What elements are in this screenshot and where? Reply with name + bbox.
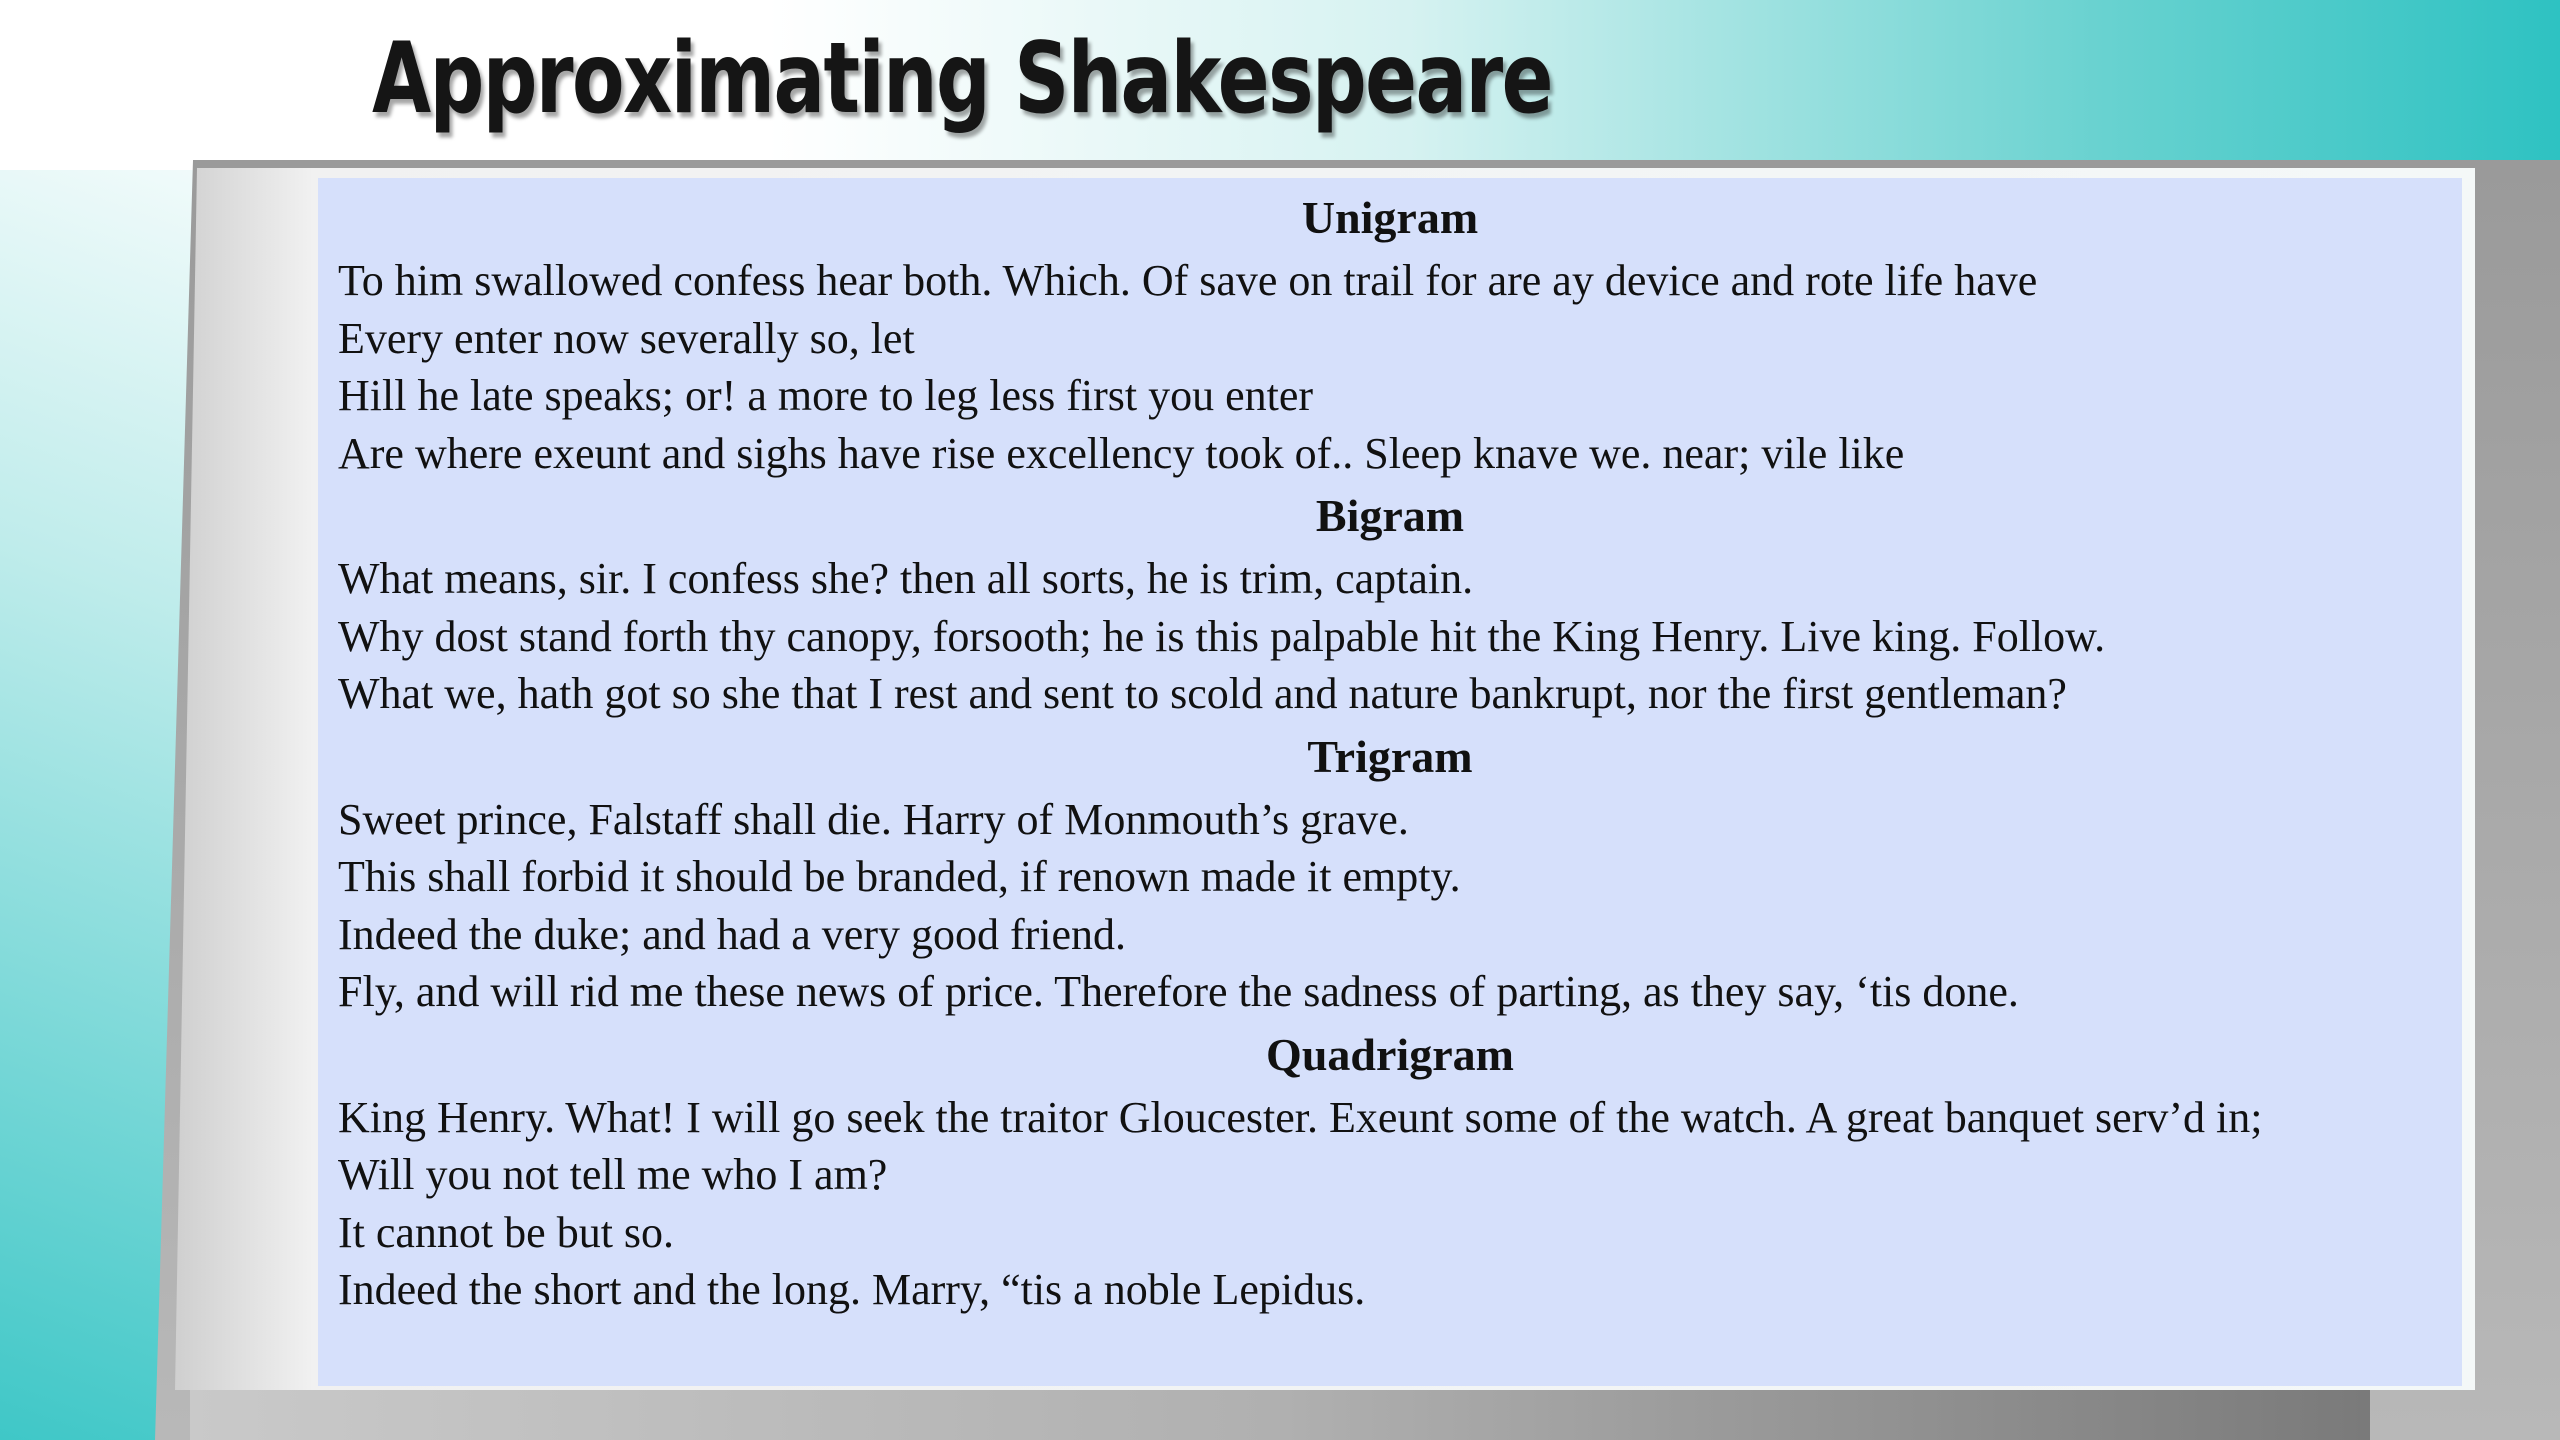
sample-sentence: What means, sir. I confess she? then all sorts, he is trim, captain. [338,554,1474,603]
sample-sentence: It cannot be but so. [338,1207,675,1257]
sample-sentence: Every enter now severally so, let [338,313,915,363]
slide-title: Approximating Shakespeare [372,22,1552,136]
sample-sentence: Will you not tell me who I am? [338,1150,888,1199]
sample-sentence: What we, hath got so she that I rest and sent to scold and nature bankrupt, nor the first gentleman? [338,669,2067,718]
content-frame-bottom-edge [190,1390,2370,1440]
sample-sentence: King Henry. What! I will go seek the traitor Gloucester. Exeunt some of the watch. A great banquet serv’d in; [338,1092,2263,1142]
ngram-text-panel [318,178,2462,1386]
sample-sentence: Why dost stand forth thy canopy, forsooth; he is this palpable hit the King Henry. Live king. Follow. [338,611,2106,661]
sample-sentence: This shall forbid it should be branded, if renown made it empty. [338,852,1461,901]
sample-sentence: Fly, and will rid me these news of price. Therefore the sadness of parting, as they say, ‘tis done. [338,967,2019,1016]
sample-sentence: To him swallowed confess hear both. Which. Of save on trail for are ay device and rote life have [338,256,2038,305]
sample-sentence: Indeed the duke; and had a very good friend. [338,909,1127,959]
section-unigram [338,190,2462,482]
sample-sentence: Are where exeunt and sighs have rise excellency took of.. Sleep knave we. near; vile like [338,428,1905,478]
section-bigram [338,488,2462,723]
section-trigram [338,729,2462,1021]
sample-sentence: Sweet prince, Falstaff shall die. Harry of Monmouth’s grave. [338,794,1409,844]
section-heading: Bigram [1315,490,1465,541]
section-heading: Quadrigram [1266,1028,1514,1080]
sample-sentence: Hill he late speaks; or! a more to leg less first you enter [338,371,1314,420]
section-heading: Unigram [1301,192,1479,243]
sample-sentence: Indeed the short and the long. Marry, “tis a noble Lepidus. [338,1265,1366,1314]
section-quadrigram [338,1027,2462,1319]
section-heading: Trigram [1307,730,1473,782]
